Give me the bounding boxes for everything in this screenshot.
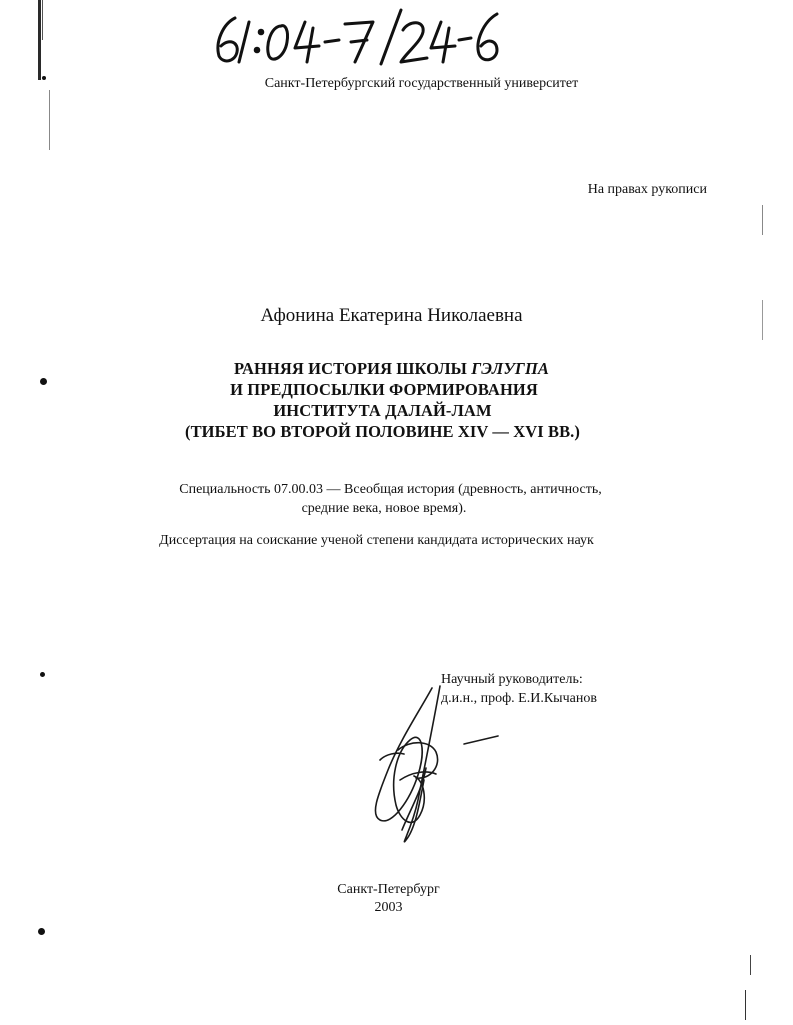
dissertation-title bbox=[0, 358, 793, 442]
signature-icon bbox=[340, 680, 510, 850]
publication-city: Санкт-Петербург bbox=[337, 882, 440, 897]
binding-hole-mark bbox=[40, 672, 45, 677]
university-name: Санкт-Петербургский государственный университет bbox=[264, 76, 579, 91]
title-line-4: (ТИБЕТ ВО ВТОРОЙ ПОЛОВИНЕ XIV — XVI ВВ.) bbox=[184, 422, 581, 441]
scan-edge-artifact bbox=[49, 90, 50, 150]
title-line-1 bbox=[0, 358, 793, 379]
publication-year: 2003 bbox=[374, 900, 403, 915]
binding-hole-mark bbox=[38, 928, 45, 935]
scan-edge-artifact bbox=[750, 955, 751, 975]
rights-notice: На правах рукописи bbox=[587, 182, 707, 197]
title-line-1-text: РАННЯЯ ИСТОРИЯ ШКОЛЫ bbox=[233, 359, 472, 378]
scan-edge-artifact bbox=[38, 0, 41, 80]
title-line-1-italic: ГЭЛУГПА bbox=[471, 359, 550, 378]
title-line-2: И ПРЕДПОСЫЛКИ ФОРМИРОВАНИЯ bbox=[230, 380, 538, 399]
scan-edge-artifact bbox=[745, 990, 746, 1020]
supervisor-name: д.и.н., проф. Е.И.Кычанов bbox=[441, 691, 597, 706]
specialty-block bbox=[0, 480, 793, 518]
handwritten-catalog-number bbox=[205, 4, 515, 68]
title-line-3: ИНСТИТУТА ДАЛАЙ-ЛАМ bbox=[273, 401, 492, 420]
scan-edge-artifact bbox=[42, 0, 43, 40]
scan-edge-artifact bbox=[762, 205, 763, 235]
author-name: Афонина Екатерина Николаевна bbox=[260, 305, 523, 326]
specialty-line-1: Специальность 07.00.03 — Всеобщая история (древность, античность, bbox=[179, 482, 602, 497]
specialty-line-2: средние века, новое время). bbox=[301, 501, 467, 516]
supervisor-label: Научный руководитель: bbox=[441, 672, 583, 687]
dissertation-degree: Диссертация на соискание ученой степени кандидата исторических наук bbox=[159, 533, 594, 548]
